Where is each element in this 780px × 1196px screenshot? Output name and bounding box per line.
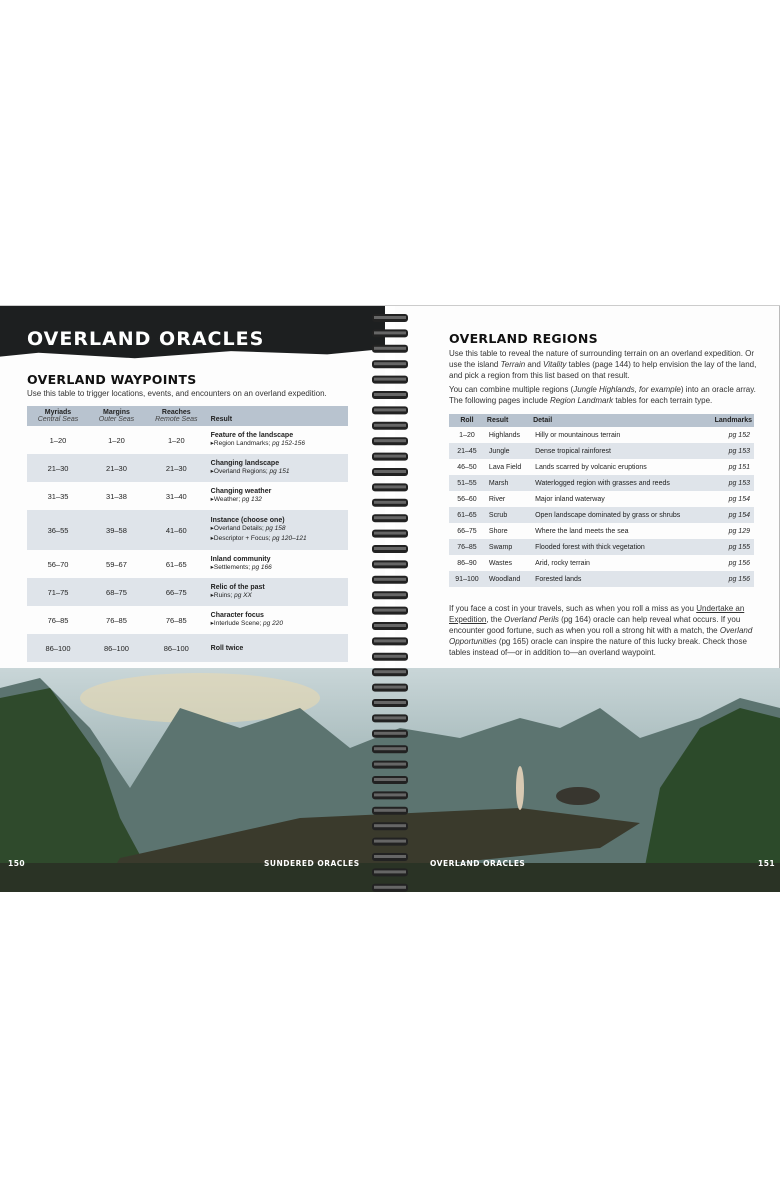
cell: Open landscape dominated by grass or shrubs xyxy=(531,507,706,523)
cell: 21–45 xyxy=(449,443,485,459)
column-header: Roll xyxy=(449,414,485,427)
cell: Scrub xyxy=(485,507,531,523)
cell: 51–55 xyxy=(449,475,485,491)
result-title: Inland community xyxy=(210,555,271,563)
cell: River xyxy=(488,495,506,503)
cell: 1–20 xyxy=(459,431,475,439)
roll-range: 68–75 xyxy=(89,578,144,606)
roll-range: 86–100 xyxy=(89,634,144,662)
spiral-binding xyxy=(368,306,412,892)
cell: pg 152 xyxy=(728,431,750,439)
cell: Wastes xyxy=(488,559,512,567)
roll-range: 39–58 xyxy=(89,510,144,550)
roll-range: 71–75 xyxy=(27,578,89,606)
cell: Forested lands xyxy=(531,571,706,587)
cell: pg 151 xyxy=(728,463,750,471)
roll-range: 21–30 xyxy=(144,454,209,482)
reference-link[interactable]: ▸Overland Details; pg 158 xyxy=(210,524,286,532)
result-title: Character focus xyxy=(210,611,264,619)
cell: Shore xyxy=(488,527,508,535)
cell: Major inland waterway xyxy=(535,495,605,503)
roll-range: 86–100 xyxy=(144,634,209,662)
result-title: Instance (choose one) xyxy=(210,516,285,524)
page-number-right: 151 xyxy=(758,859,776,868)
page-number-left: 150 xyxy=(8,859,26,868)
regions-table xyxy=(449,414,754,587)
table-row xyxy=(27,454,348,482)
roll-range: 76–85 xyxy=(47,615,69,625)
table-row xyxy=(27,606,348,634)
table-row xyxy=(27,550,348,578)
cell: 86–90 xyxy=(457,559,477,567)
table-row xyxy=(27,578,348,606)
cell: Jungle xyxy=(485,443,531,459)
outro-text: If you face a cost in your travels, such as when you roll a miss as you Undertake an Expedition, the Overland Perils (pg 164) oracle can help reveal what occurs. If you encounter good fortune, such as when you roll a strong hit with a match, the Overland Opportunities (pg 165) oracle can inspire the nature of this lucky break. Check those tables instead of—or in addition to—an overland waypoint. xyxy=(449,604,753,657)
intro-text: Use this table to trigger locations, events, and encounters on an overland expedition. xyxy=(27,389,327,398)
table-row xyxy=(27,426,348,454)
roll-range: 59–67 xyxy=(106,559,127,569)
cell: Flooded forest with thick vegetation xyxy=(531,539,706,555)
reference-link[interactable]: ▸Overland Regions; pg 151 xyxy=(210,467,290,475)
footer-left: SUNDERED ORACLES xyxy=(264,859,360,868)
cell: 76–85 xyxy=(449,539,485,555)
roll-range: 1–20 xyxy=(167,435,185,445)
cell: 56–60 xyxy=(457,495,477,503)
roll-range: 56–70 xyxy=(47,559,69,569)
table-row xyxy=(27,482,348,510)
roll-range: 76–85 xyxy=(106,615,127,625)
column-header: Myriads Central Seas xyxy=(27,406,89,426)
cell: Lands scarred by volcanic eruptions xyxy=(535,463,647,471)
column-header: Detail xyxy=(531,414,706,427)
section-heading: OVERLAND WAYPOINTS xyxy=(27,372,197,387)
cell: Where the land meets the sea xyxy=(535,527,629,535)
cell: pg 153 xyxy=(707,443,754,459)
column-header: Reaches Remote Seas xyxy=(144,406,209,426)
reference-link[interactable]: ▸Settlements; pg 166 xyxy=(210,563,272,571)
table-row xyxy=(27,634,348,662)
table-row xyxy=(449,571,754,587)
cell: pg 153 xyxy=(707,475,754,491)
cell: Hilly or mountainous terrain xyxy=(535,431,621,439)
cell: Lava Field xyxy=(488,463,522,471)
roll-range: 41–60 xyxy=(144,510,209,550)
cell: 91–100 xyxy=(449,571,485,587)
result-title: Relic of the past xyxy=(210,583,265,591)
roll-range: 31–40 xyxy=(165,491,187,501)
section-heading: OVERLAND REGIONS xyxy=(449,331,598,346)
roll-range: 21–30 xyxy=(89,454,144,482)
cell: pg 154 xyxy=(728,495,750,503)
table-row xyxy=(449,523,754,539)
cell: 46–50 xyxy=(457,463,477,471)
cell: 61–65 xyxy=(449,507,485,523)
table-row xyxy=(449,443,754,459)
table-row xyxy=(27,510,348,550)
roll-range: 1–20 xyxy=(49,435,67,445)
cell: pg 129 xyxy=(728,527,750,535)
column-header: Landmarks xyxy=(707,414,754,427)
roll-range: 61–65 xyxy=(165,559,187,569)
roll-range: 31–38 xyxy=(106,491,127,501)
table-row xyxy=(449,491,754,507)
cell: pg 155 xyxy=(707,539,754,555)
cell: 66–75 xyxy=(457,527,477,535)
intro-text: Use this table to reveal the nature of surrounding terrain on an overland expedition. Or use the island Terrain and Vitality tables (page 144) to help envision the lay of the land, and pick a region from this list based on that result. xyxy=(449,349,757,380)
reference-link[interactable]: ▸Weather; pg 132 xyxy=(210,495,262,503)
reference-link[interactable]: ▸Interlude Scene; pg 220 xyxy=(210,619,283,627)
table-row xyxy=(449,475,754,491)
book-spread xyxy=(0,305,780,891)
table-row xyxy=(449,459,754,475)
table-row xyxy=(449,555,754,571)
roll-range: 86–100 xyxy=(27,634,89,662)
cell: Waterlogged region with grasses and reeds xyxy=(531,475,706,491)
footer-right: OVERLAND ORACLES xyxy=(430,859,526,868)
intro-text-2: You can combine multiple regions (Jungle Highlands, for example) into an oracle array. The following pages include Region Landmark tables for each terrain type. xyxy=(449,385,756,405)
table-row xyxy=(449,507,754,523)
roll-range: 1–20 xyxy=(108,435,125,445)
column-header: Result xyxy=(209,406,348,426)
page-title: OVERLAND ORACLES xyxy=(27,328,265,350)
column-header: Result xyxy=(485,414,531,427)
roll-range: 36–55 xyxy=(27,510,89,550)
cell: Arid, rocky terrain xyxy=(535,559,590,567)
cell: Highlands xyxy=(488,431,521,439)
result-title: Changing weather xyxy=(210,487,272,495)
cell: Marsh xyxy=(485,475,531,491)
result-title: Feature of the landscape xyxy=(210,431,294,439)
table-row xyxy=(449,539,754,555)
result-title: Roll twice xyxy=(210,644,244,652)
table-row xyxy=(449,427,754,443)
cell: pg 156 xyxy=(707,571,754,587)
waypoints-table xyxy=(27,406,348,662)
roll-range: 21–30 xyxy=(27,454,89,482)
roll-range: 31–35 xyxy=(47,491,69,501)
cell: Swamp xyxy=(485,539,531,555)
reference-link[interactable]: ▸Descriptor + Focus; pg 120–121 xyxy=(210,534,307,542)
result-title: Changing landscape xyxy=(210,459,280,467)
cell: Dense tropical rainforest xyxy=(531,443,706,459)
roll-range: 76–85 xyxy=(165,615,187,625)
column-header: Margins Outer Seas xyxy=(89,406,144,426)
reference-link[interactable]: ▸Ruins; pg XX xyxy=(210,591,252,599)
cell: pg 154 xyxy=(707,507,754,523)
cell: Woodland xyxy=(485,571,531,587)
reference-link[interactable]: ▸Region Landmarks; pg 152-156 xyxy=(210,439,305,447)
roll-range: 66–75 xyxy=(144,578,209,606)
cell: pg 156 xyxy=(728,559,750,567)
